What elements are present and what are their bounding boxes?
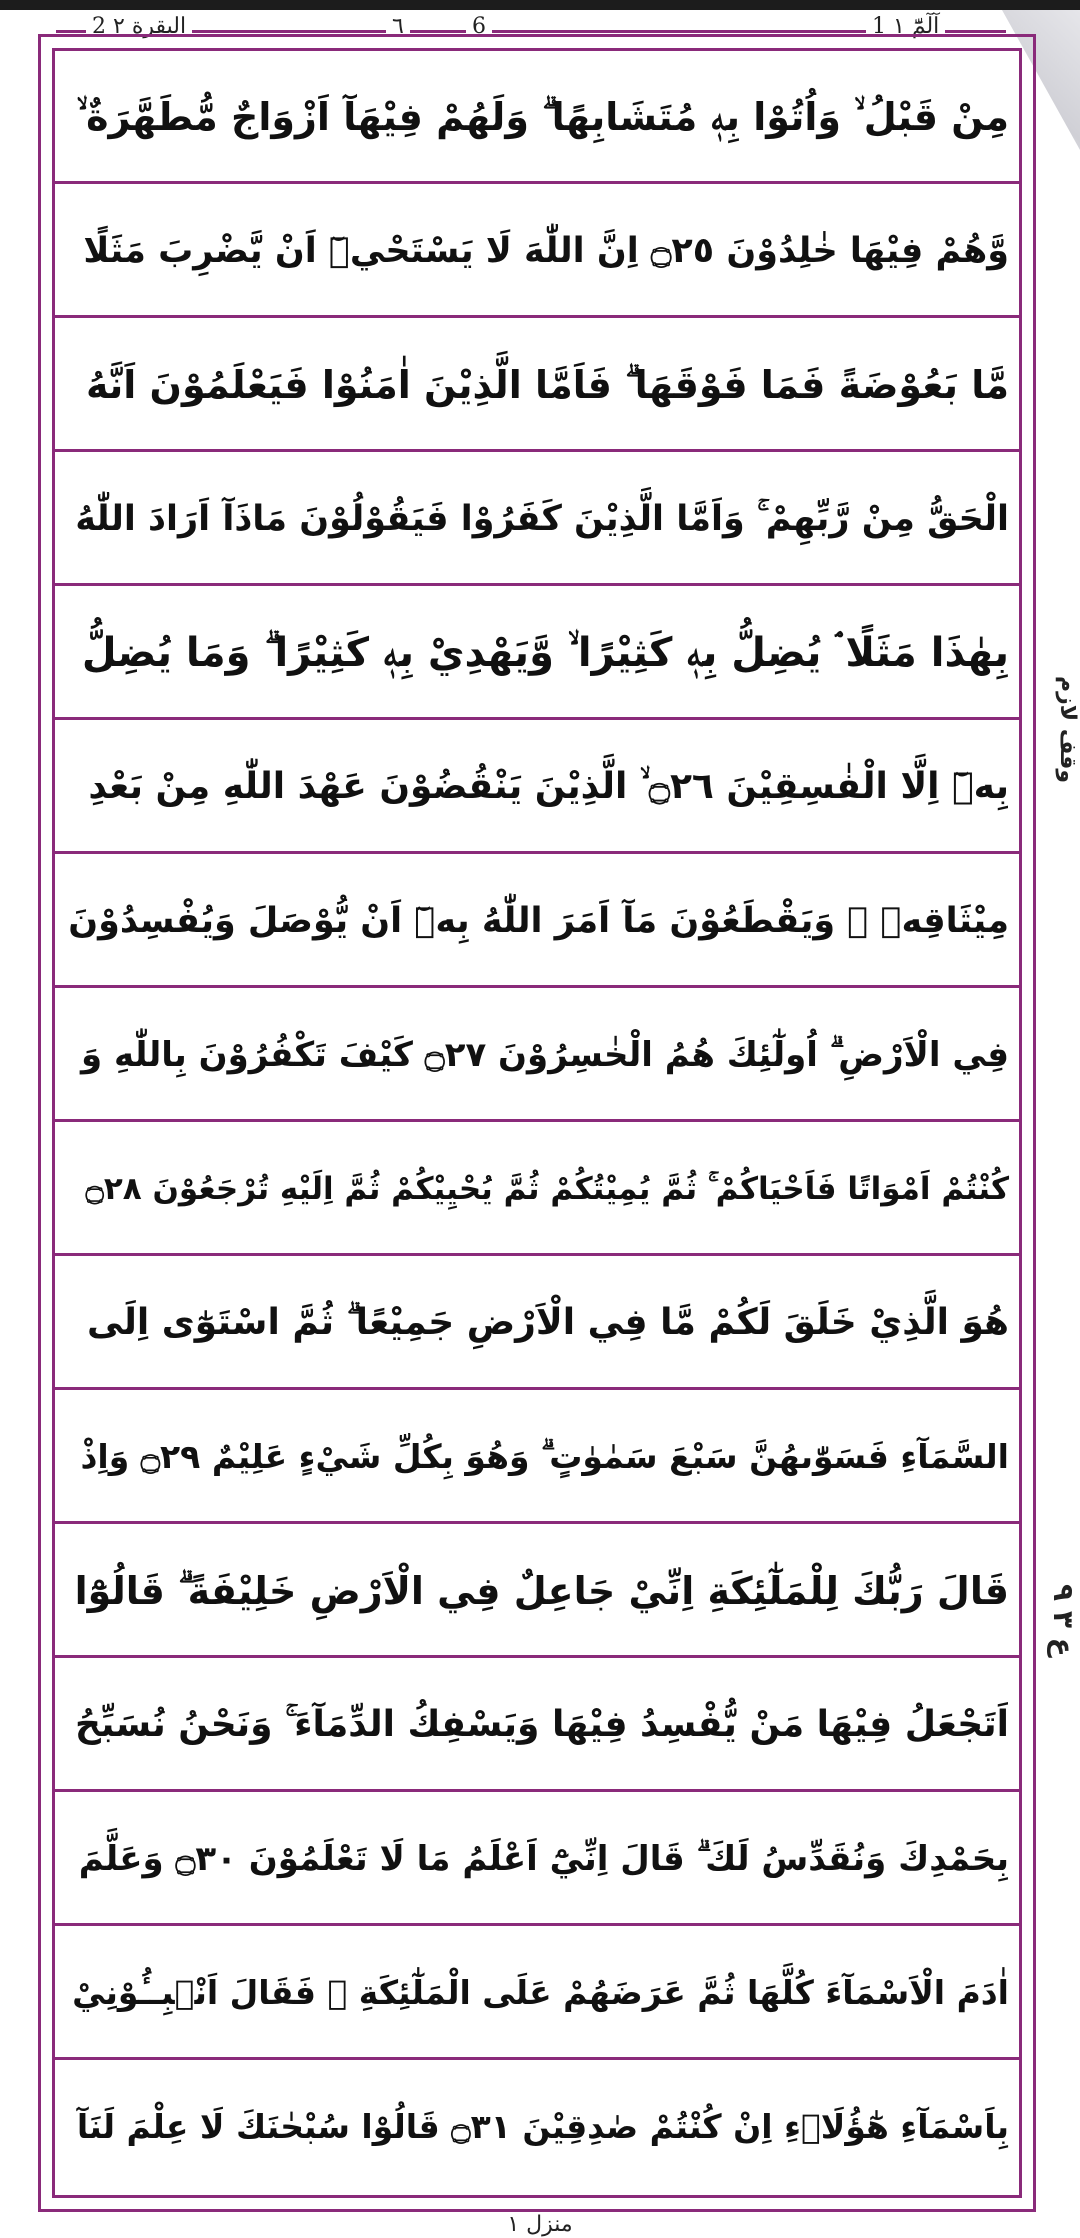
verse-line (55, 855, 1019, 988)
verse-line (55, 1659, 1019, 1792)
verse-line-text: وَّهُمْ فِيْهَا خٰلِدُوْنَ ۝٢٥ اِنَّ اللّٰهَ لَا يَسْتَحْيٖٓ اَنْ يَّضْرِبَ مَثَلًا (83, 231, 1009, 271)
verse-line (55, 1123, 1019, 1256)
ruku-marker: ع ٣ ٩ (1047, 1583, 1080, 1657)
verse-line-text: بِهٰذَا مَثَلًا ۘ يُضِلُّ بِهٖ كَثِيْرًا ۙ وَّيَهْدِيْ بِهٖ كَثِيْرًا ۗ وَمَا يُضِلُّ (81, 630, 1009, 676)
verse-line (55, 2061, 1019, 2194)
verse-line-text: بِحَمْدِكَ وَنُقَدِّسُ لَكَ ۗ قَالَ اِنِّيْٓ اَعْلَمُ مَا لَا تَعْلَمُوْنَ ۝٣٠ وَعَلَّمَ (78, 1839, 1009, 1879)
verse-line (55, 1927, 1019, 2060)
verse-line (55, 1391, 1019, 1524)
verse-line-text: مِنْ قَبْلُ ۙ وَاُتُوْا بِهٖ مُتَشَابِهًا ۗ وَلَهُمْ فِيْهَآ اَزْوَاجٌ مُّطَهَّرَةٌ ۙ (76, 95, 1009, 139)
verse-line-text: مَّا بَعُوْضَةً فَمَا فَوْقَهَا ۗ فَاَمَّا الَّذِيْنَ اٰمَنُوْا فَيَعْلَمُوْنَ اَنَّهُ (85, 363, 1009, 407)
verse-line-text: بِاَسْمَآءِ هٰٓؤُلَاۗءِ اِنْ كُنْتُمْ صٰدِقِيْنَ ۝٣١ قَالُوْا سُبْحٰنَكَ لَا عِلْمَ لَنَآ (76, 2107, 1009, 2146)
header-rule (56, 30, 1006, 33)
verse-line-text: فِي الْاَرْضِ ۗ اُولٰٓئِكَ هُمُ الْخٰسِرُوْنَ ۝٢٧ كَيْفَ تَكْفُرُوْنَ بِاللّٰهِ وَ (81, 1035, 1009, 1075)
verse-line (55, 587, 1019, 720)
juz-name: 1 آلٓمّٓ ١ (866, 14, 945, 39)
verse-line (55, 1525, 1019, 1658)
verse-line-text: مِيْثَاقِهٖ ۠ وَيَقْطَعُوْنَ مَآ اَمَرَ اللّٰهُ بِهٖٓ اَنْ يُّوْصَلَ وَيُفْسِدُوْنَ (68, 901, 1009, 941)
verse-line-text: بِهٖٓ اِلَّا الْفٰسِقِيْنَ ۝٢٦ ۙ الَّذِيْنَ يَنْقُضُوْنَ عَهْدَ اللّٰهِ مِنْ بَعْدِ (88, 766, 1009, 807)
verse-line (55, 1257, 1019, 1390)
verse-line-text: اٰدَمَ الْاَسْمَآءَ كُلَّهَا ثُمَّ عَرَضَهُمْ عَلَى الْمَلٰٓئِكَةِ ۙ فَقَالَ اَنْۢبِــُٔوْنِيْ (72, 1973, 1009, 2012)
verse-line-text: كُنْتُمْ اَمْوَاتًا فَاَحْيَاكُمْ ۚ ثُمَّ يُمِيْتُكُمْ ثُمَّ يُحْيِيْكُمْ ثُمَّ اِلَيْهِ تُرْجَعُوْنَ ۝٢٨ (85, 1171, 1009, 1207)
status-bar (0, 0, 1080, 10)
verse-line-text: السَّمَآءِ فَسَوّٰىهُنَّ سَبْعَ سَمٰوٰتٍ ۗ وَهُوَ بِكُلِّ شَيْءٍ عَلِيْمٌ ۝٢٩ وَاِذْ (80, 1437, 1009, 1476)
manzil-footer: منزل ١ (507, 2212, 573, 2237)
page-number: 6 (466, 14, 492, 39)
verse-line-text: الْحَقُّ مِنْ رَّبِّهِمْ ۚ وَاَمَّا الَّذِيْنَ كَفَرُوْا فَيَقُوْلُوْنَ مَاذَآ اَرَادَ اللّٰهُ (75, 499, 1009, 539)
surah-name: 2 البقرة ٢ (86, 14, 192, 39)
verse-line (55, 453, 1019, 586)
juz-number-arabic: ٦ (386, 14, 410, 39)
verse-line-text: اَتَجْعَلُ فِيْهَا مَنْ يُّفْسِدُ فِيْهَا وَيَسْفِكُ الدِّمَآءَ ۚ وَنَحْنُ نُسَبِّحُ (74, 1704, 1009, 1745)
verse-lines (55, 51, 1019, 2195)
verse-line (55, 989, 1019, 1122)
verse-line-text: هُوَ الَّذِيْ خَلَقَ لَكُمْ مَّا فِي الْاَرْضِ جَمِيْعًا ۗ ثُمَّ اسْتَوٰٓى اِلَى (86, 1302, 1009, 1343)
verse-line-text: قَالَ رَبُّكَ لِلْمَلٰٓئِكَةِ اِنِّيْ جَاعِلٌ فِي الْاَرْضِ خَلِيْفَةً ۗ قَالُوْٓا (74, 1569, 1009, 1613)
verse-line (55, 51, 1019, 184)
verse-line (55, 721, 1019, 854)
verse-line (55, 319, 1019, 452)
verse-line (55, 185, 1019, 318)
waqf-lazim-note: وقف لازم (1055, 676, 1080, 784)
verse-line (55, 1793, 1019, 1926)
